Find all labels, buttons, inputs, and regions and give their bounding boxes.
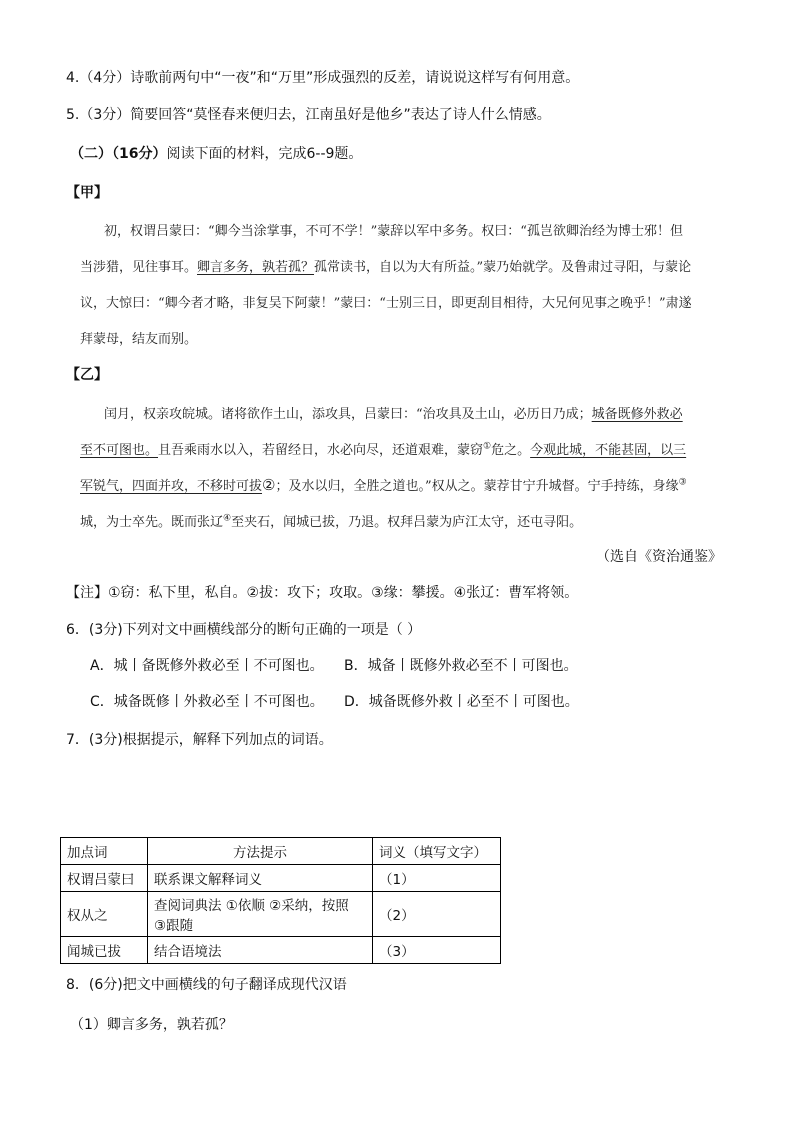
- underlined-sentence: 卿言多务，孰若孤？: [197, 260, 315, 275]
- passage-yi-heading: 【乙】: [66, 367, 108, 383]
- option-d: D．城备既修外救丨必至不丨可图也。: [344, 694, 579, 710]
- table-cell-hint: [148, 892, 373, 937]
- table-cell-answer: （1）: [373, 865, 501, 892]
- table-row: [61, 937, 501, 964]
- passage-jia-line: 议，大惊曰：“卿今者才略，非复吴下阿蒙！”蒙曰：“士别三日，即更刮目相待，大兄何见事之晚乎！”肃遂: [80, 296, 692, 311]
- option-c: C．城备既修丨外救必至丨不可图也。: [90, 694, 324, 710]
- note-marker: ④: [223, 513, 232, 524]
- question-8: 8．(6分)把文中画横线的句子翻译成现代汉语: [66, 977, 347, 993]
- table-cell-answer: （3）: [373, 937, 501, 964]
- section-instruction: 阅读下面的材料，完成6--9题。: [166, 146, 363, 162]
- note-marker: ③: [678, 477, 687, 488]
- passage-text: 至夹石，闻城已拔，乃退。权拜吕蒙为庐江太守，还屯寻阳。: [231, 515, 583, 530]
- passage-text: 当涉猎，见往事耳。: [80, 260, 198, 275]
- table-cell-word: 权从之: [61, 892, 148, 937]
- hint-line: 查阅词典法 ①依顺 ②采纳，按照: [154, 898, 349, 914]
- table-header-cell: 加点词: [61, 838, 148, 865]
- section-heading: [70, 143, 362, 163]
- source-citation: （选自《资治通鉴》: [596, 549, 722, 565]
- question-6: 6．(3分)下列对文中画横线部分的断句正确的一项是（ ）: [66, 622, 422, 638]
- passage-text: 孤常读书，自以为大有所益。”蒙乃始就学。及鲁肃过寻阳，与蒙论: [314, 260, 692, 275]
- passage-yi-line: [80, 511, 582, 530]
- table-cell-word: 闻城已拔: [61, 937, 148, 964]
- passage-text: 危之。: [491, 443, 531, 458]
- question-5: 5.（3分）简要回答“莫怪春来便归去，江南虽好是他乡”表达了诗人什么情感。: [66, 107, 551, 123]
- question-8-part-1: （1）卿言多务，孰若孤？: [70, 1017, 233, 1033]
- option-a: A．城丨备既修外救必至丨不可图也。: [90, 658, 324, 674]
- table-cell-answer: （2）: [373, 892, 501, 937]
- passage-text: 且吾乘雨水以入，若留经日，水必向尽，还道艰难，蒙窃: [158, 443, 484, 458]
- table-row: [61, 865, 501, 892]
- underlined-sentence: 城备既修外救必: [591, 407, 683, 422]
- section-label: （二）（16分）: [70, 146, 167, 162]
- table-cell-hint: 联系课文解释词义: [148, 865, 373, 892]
- passage-text: 闰月，权亲攻皖城。诸将欲作土山，添攻具，吕蒙曰：“治攻具及土山，必历日乃成；: [104, 407, 592, 422]
- underlined-sentence: 今观此城，不能甚固，以三: [530, 443, 687, 458]
- passage-jia-line: [80, 256, 691, 275]
- hint-line: ③跟随: [154, 918, 194, 934]
- question-4: 4.（4分）诗歌前两句中“一夜”和“万里”形成强烈的反差，请说说这样写有何用意。: [66, 70, 580, 86]
- table-cell-hint: 结合语境法: [148, 937, 373, 964]
- passage-jia-line: 初，权谓吕蒙曰：“卿今当涂掌事，不可不学！”蒙辞以军中多务。权曰：“孤岂欲卿治经为博士邪！但: [104, 224, 683, 239]
- passage-jia-line: 拜蒙母，结友而别。: [80, 332, 198, 347]
- note-marker: ①: [483, 441, 492, 452]
- table-header-row: [61, 838, 501, 865]
- question-7: 7．(3分)根据提示，解释下列加点的词语。: [66, 732, 333, 748]
- table-row: [61, 892, 501, 937]
- passage-yi-line: [104, 403, 683, 422]
- table-header-cell: 方法提示: [148, 838, 373, 865]
- underlined-sentence: 至不可图也。: [80, 443, 159, 458]
- table-header-cell: 词义（填写文字）: [373, 838, 501, 865]
- passage-text: ；及水以归，全胜之道也。”权从之。蒙荐甘宁升城督。宁手持练，身缘: [275, 479, 679, 494]
- underlined-sentence: 军锐气，四面并攻，不移时可拔: [80, 479, 263, 494]
- annotation-notes: 【注】①窃：私下里，私自。②拔：攻下；攻取。③缘：攀援。④张辽：曹军将领。: [66, 585, 579, 601]
- note-marker: ②: [262, 476, 276, 494]
- table-cell-word: 权谓吕蒙曰: [61, 865, 148, 892]
- passage-yi-line: [80, 475, 687, 494]
- option-b: B．城备丨既修外救必至不丨可图也。: [344, 658, 578, 674]
- word-explanation-table: [60, 837, 501, 964]
- passage-jia-heading: 【甲】: [66, 185, 108, 201]
- passage-text: 城，为士卒先。既而张辽: [80, 515, 224, 530]
- passage-yi-line: [80, 439, 686, 458]
